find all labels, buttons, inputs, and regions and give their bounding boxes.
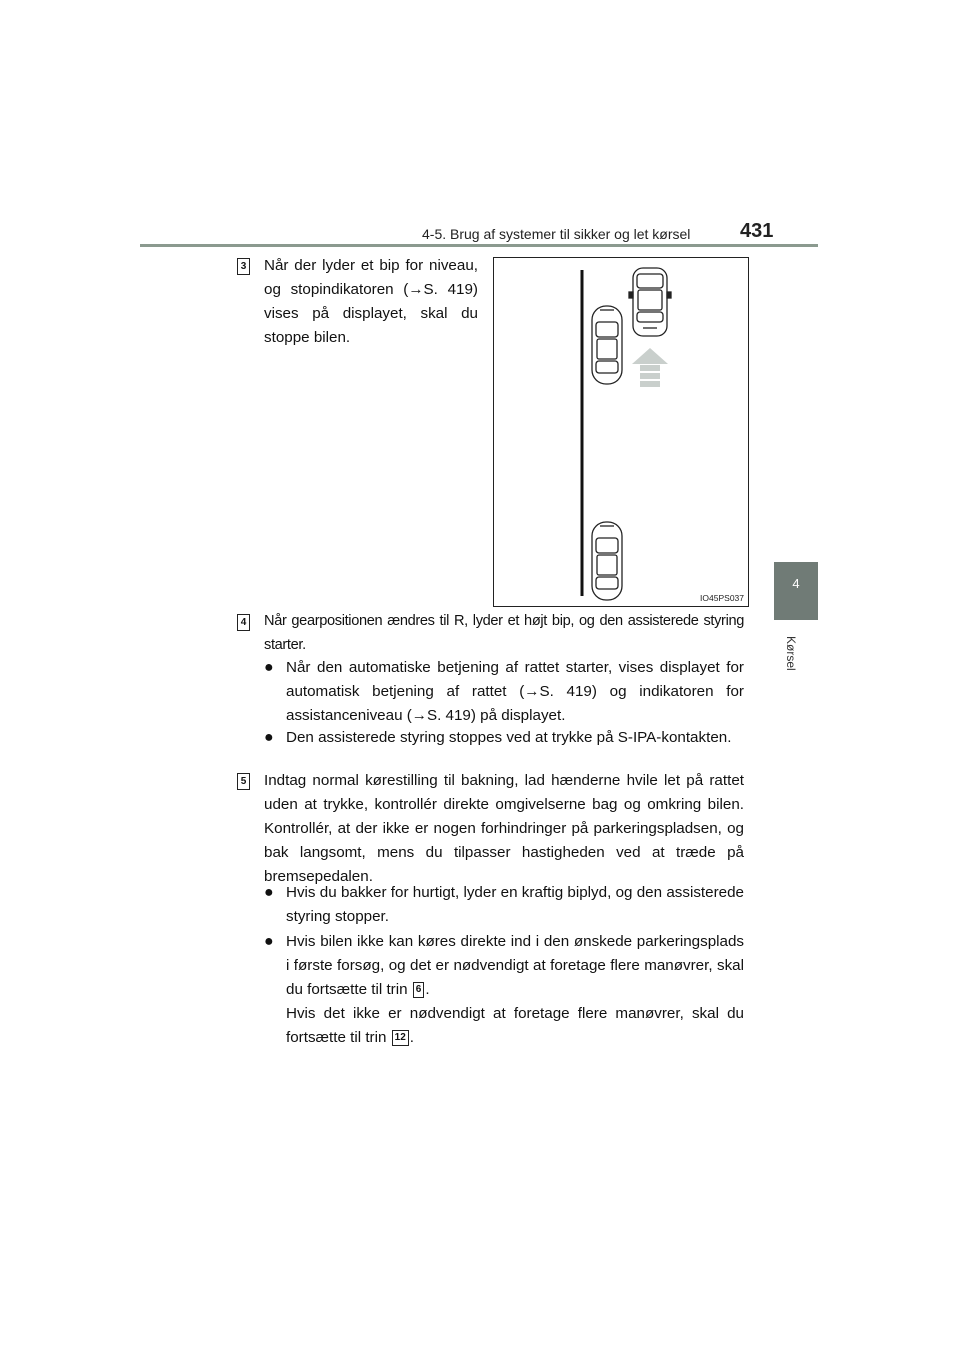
header-divider [140, 244, 818, 247]
step-ref-6: 6 [413, 982, 425, 998]
step-5-text: Indtag normal kørestilling til bakning, lad hænderne hvile let på rattet uden at trykke, kontrollér direkte omgivelserne bag og omkring bilen. Kontrollér, at der ikke er nogen forhindringer på parkeringspladsen, og bak langsomt, mens du tilpasser hastigheden ved at træde på bremsepedalen. [264, 772, 744, 885]
direction-arrow-icon [632, 348, 668, 387]
chapter-number: 4 [792, 576, 800, 591]
step-3-text: Når der lyder et bip for niveau, og stopindikatoren (→S. 419) vises på displayet, skal du stoppe bilen. [264, 257, 478, 346]
bullet-text: Den assisterede styring stoppes ved at trykke på S-IPA-kontakten. [286, 729, 732, 746]
bullet-text-part2: Hvis det ikke er nødvendigt at foretage flere manøvrer, skal du fortsætte til trin [286, 1005, 744, 1046]
step-number-box: 4 [237, 614, 250, 631]
figure-code: IO45PS037 [700, 593, 744, 603]
bullet-icon: ● [264, 659, 274, 676]
list-item [264, 726, 744, 750]
step-number-box: 5 [237, 773, 250, 790]
bullet-text-part1: Hvis bilen ikke kan køres direkte ind i den ønskede parkeringsplads i første forsøg, og det er nødvendigt at foretage flere manøvrer, skal du fortsætte til trin [286, 933, 744, 998]
list-item [264, 881, 744, 929]
bullet-text [286, 930, 744, 1050]
bullet-text: Når den automatiske betjening af rattet starter, vises displayet for automatisk betjening af rattet (→S. 419) og indikatoren for assistanceniveau (→S. 419) på displayet. [286, 659, 744, 724]
step-4-text: Når gearpositionen ændres til R, lyder et højt bip, og den assisterede styring starter. [264, 613, 744, 653]
chapter-label: Kørsel [784, 636, 798, 671]
period: . [425, 981, 430, 998]
parking-illustration [493, 257, 749, 607]
page-number: 431 [740, 220, 774, 242]
step-ref-12: 12 [392, 1030, 409, 1046]
chapter-tab [774, 562, 818, 620]
list-item [264, 930, 744, 1050]
list-item [264, 656, 744, 728]
period: . [409, 1029, 415, 1046]
bullet-icon: ● [264, 884, 274, 901]
parking-diagram [494, 258, 748, 606]
step-number-box: 3 [237, 258, 250, 275]
parked-car-front [592, 306, 622, 384]
bullet-text: Hvis du bakker for hurtigt, lyder en kraftig biplyd, og den assisterede styring stopper. [286, 884, 744, 925]
section-title: 4-5. Brug af systemer til sikker og let kørsel [422, 226, 691, 242]
bullet-icon: ● [264, 933, 274, 950]
parked-car-rear [592, 522, 622, 600]
bullet-icon: ● [264, 729, 274, 746]
ego-car [629, 268, 671, 336]
